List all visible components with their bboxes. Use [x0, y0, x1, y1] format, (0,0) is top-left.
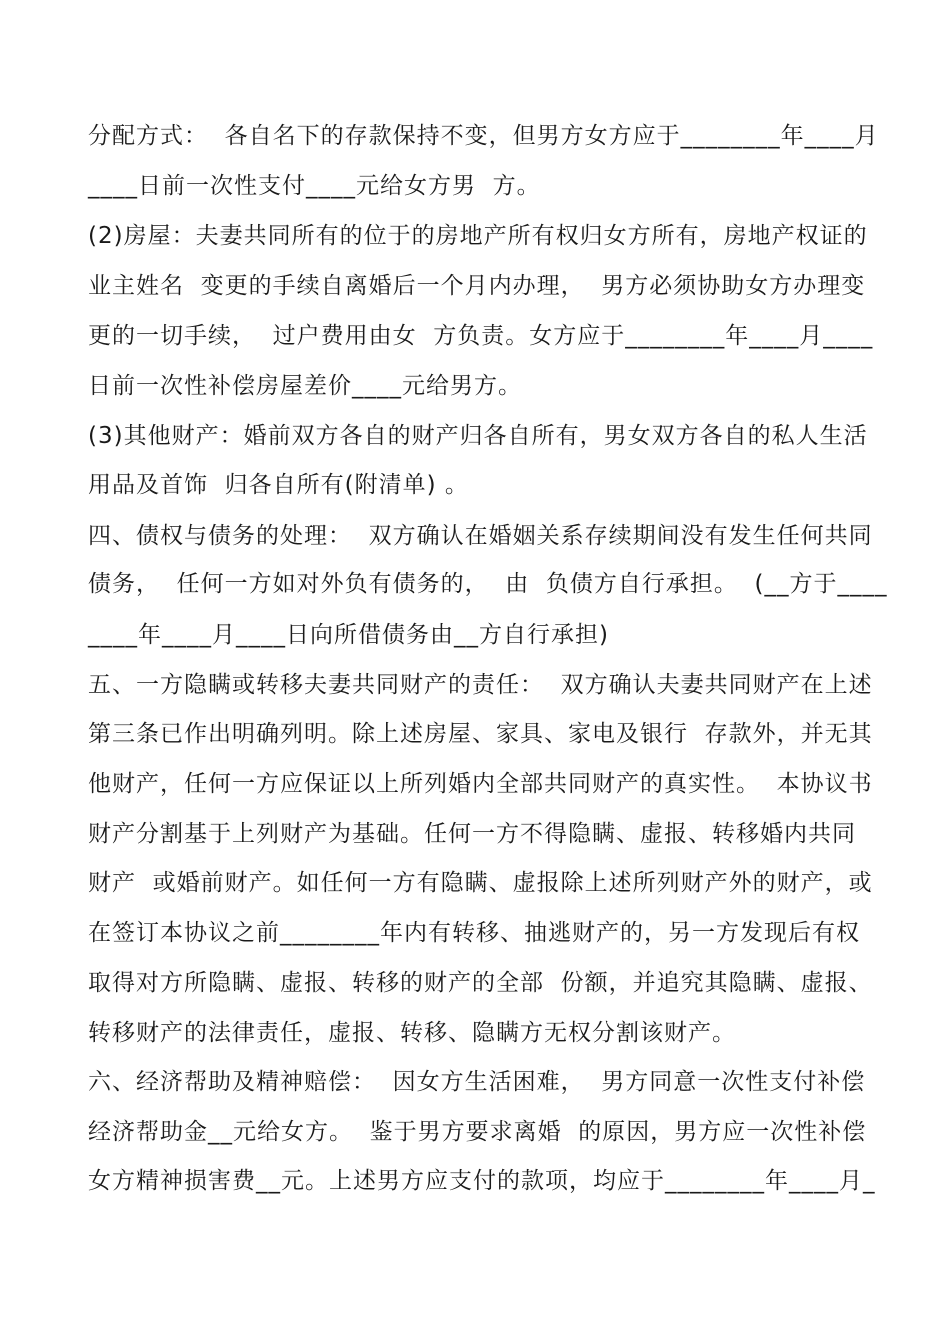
text-line: 取得对方所隐瞒、虚报、转移的财产的全部 份额，并追究其隐瞒、虚报、: [88, 970, 873, 996]
text-line: 债务， 任何一方如对外负有债务的， 由 负债方自行承担。 (__方于____: [88, 571, 888, 597]
text-line: ____年____月____日向所借债务由__方自行承担): [88, 622, 609, 648]
text-line: 业主姓名 变更的手续自离婚后一个月内办理， 男方必须协助女方办理变: [88, 273, 866, 299]
text-line: 女方精神损害费__元。上述男方应支付的款项，均应于________年____月_: [88, 1168, 876, 1194]
text-line: 在签订本协议之前________年内有转移、抽逃财产的，另一方发现后有权: [88, 920, 860, 946]
text-line: (2)房屋：夫妻共同所有的位于的房地产所有权归女方所有，房地产权证的: [88, 223, 868, 249]
text-line: 他财产，任何一方应保证以上所列婚内全部共同财产的真实性。 本协议书: [88, 771, 873, 797]
text-line: 四、债权与债务的处理： 双方确认在婚姻关系存续期间没有发生任何共同: [88, 523, 873, 549]
text-line: 日前一次性补偿房屋差价____元给男方。: [88, 373, 522, 399]
text-line: 分配方式： 各自名下的存款保持不变，但男方女方应于________年____月: [88, 123, 879, 149]
text-line: 第三条已作出明确列明。除上述房屋、家具、家电及银行 存款外，并无其: [88, 721, 873, 747]
text-line: 更的一切手续， 过户费用由女 方负责。女方应于________年____月____: [88, 323, 874, 349]
text-line: ____日前一次性支付____元给女方男 方。: [88, 173, 541, 199]
text-line: 财产分割基于上列财产为基础。任何一方不得隐瞒、虚报、转移婚内共同: [88, 821, 856, 847]
text-line: 经济帮助金__元给女方。 鉴于男方要求离婚 的原因，男方应一次性补偿: [88, 1119, 867, 1145]
text-line: (3)其他财产：婚前双方各自的财产归各自所有，男女双方各自的私人生活: [88, 423, 868, 449]
text-line: 财产 或婚前财产。如任何一方有隐瞒、虚报除上述所列财产外的财产，或: [88, 870, 873, 896]
text-line: 转移财产的法律责任，虚报、转移、隐瞒方无权分割该财产。: [88, 1020, 736, 1046]
text-line: 五、一方隐瞒或转移夫妻共同财产的责任： 双方确认夫妻共同财产在上述: [88, 672, 873, 698]
text-line: 用品及首饰 归各自所有(附清单) 。: [88, 472, 469, 498]
text-line: 六、经济帮助及精神赔偿： 因女方生活困难， 男方同意一次性支付补偿: [88, 1069, 866, 1095]
